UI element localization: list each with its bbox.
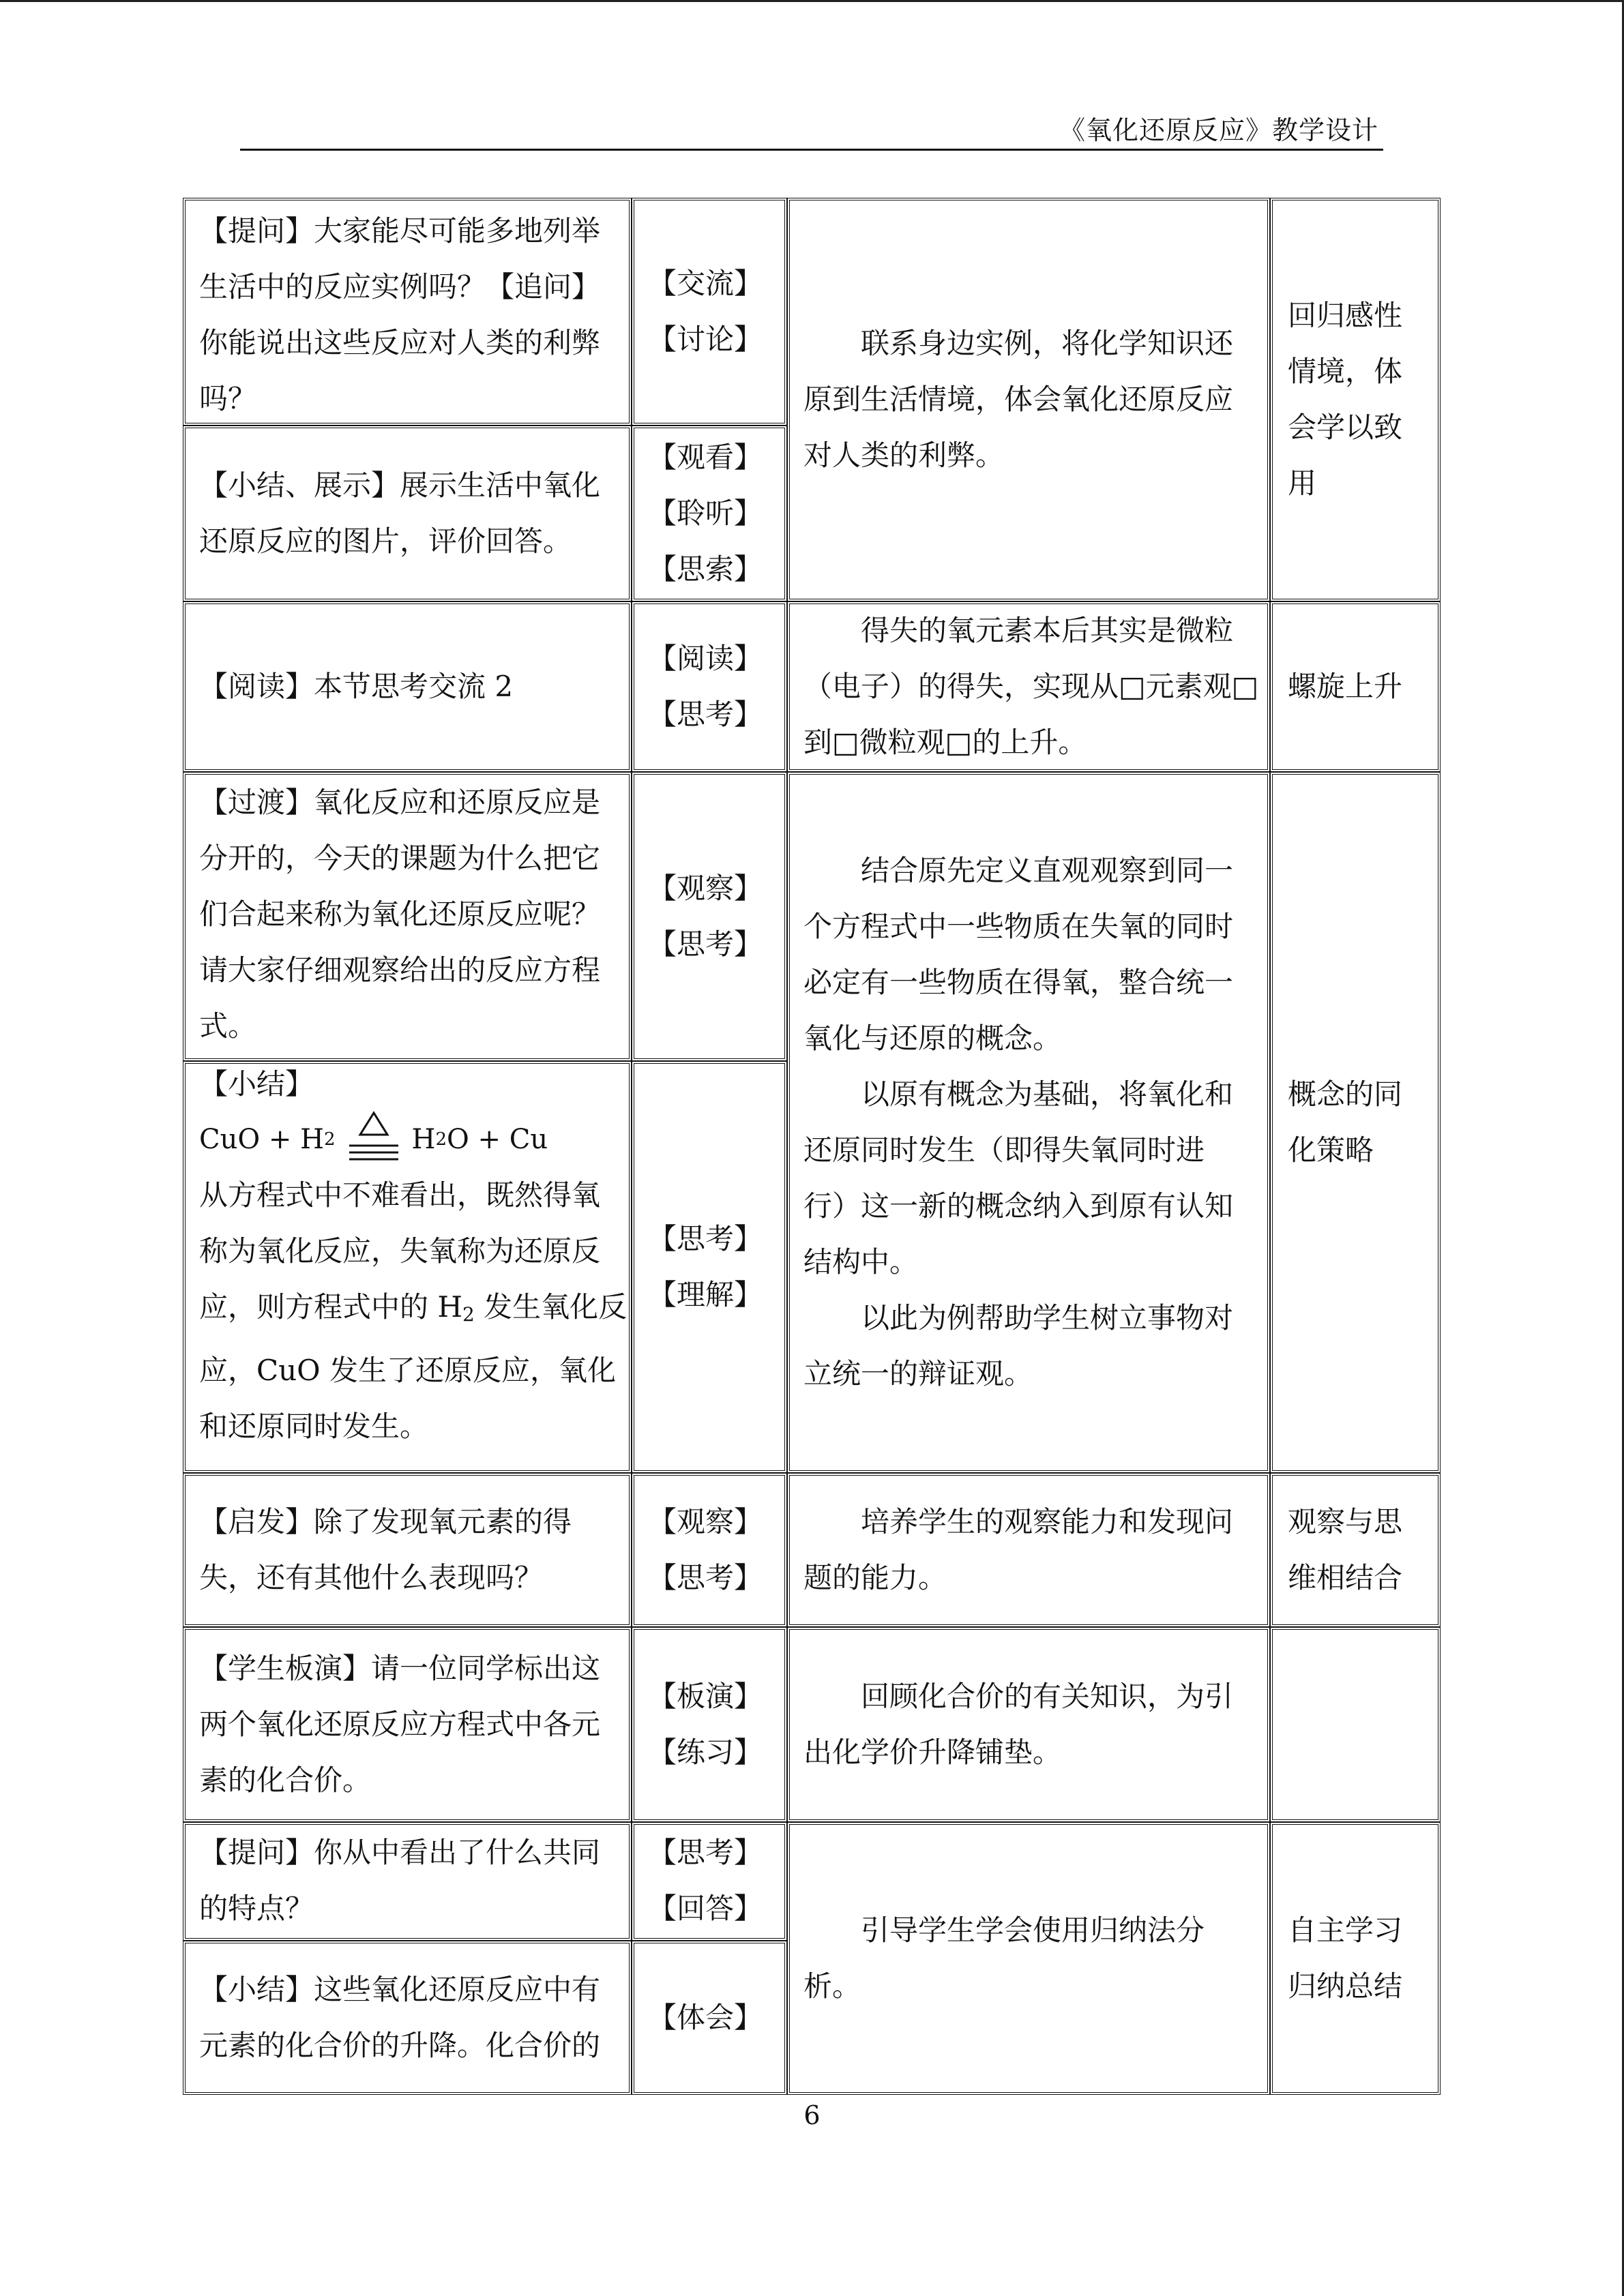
- student-cell-observe-think: 【观察】 【思考】: [632, 772, 787, 1061]
- student-cell-think-understand: 【思考】 【理解】: [632, 1061, 787, 1473]
- teacher-cell-student-board: 【学生板演】请一位同学标出这 两个氧化还原反应方程式中各元 素的化合价。: [183, 1627, 632, 1822]
- teacher-cell-summary-show: 【小结、展示】展示生活中氧化 还原反应的图片，评价回答。: [183, 426, 632, 601]
- design-cell-concept-integration: 结合原先定义直观观察到同一 个方程式中一些物质在失氧的同时 必定有一些物质在得氧，整合统一 氧化与还原的概念。 以原有概念为基础，将氧化和 还原同时发生（即得失氧同时进 行）这一新的概念纳入到原有认知 结构中。 以此为例帮助学生树立事物对 立统一的辩证观。: [787, 772, 1270, 1473]
- teacher-cell-reading: 【阅读】本节思考交流 2: [183, 601, 632, 772]
- student-cell-experience: 【体会】: [632, 1941, 787, 2095]
- teacher-cell-summary-valence: 【小结】这些氧化还原反应中有 元素的化合价的升降。化合价的: [183, 1941, 632, 2095]
- intent-cell-observe-think: 观察与思 维相结合: [1270, 1473, 1441, 1627]
- intent-cell-spiral: 螺旋上升: [1270, 601, 1441, 772]
- intent-cell-empty: [1270, 1627, 1441, 1822]
- page-number: 6: [803, 2100, 821, 2130]
- student-cell-discuss: 【交流】 【讨论】: [632, 198, 787, 426]
- header-rule: [240, 149, 1383, 151]
- design-cell-observation-ability: 培养学生的观察能力和发现问 题的能力。: [787, 1473, 1270, 1627]
- design-cell-valence-review: 回顾化合价的有关知识，为引 出化学价升降铺垫。: [787, 1627, 1270, 1822]
- teacher-cell-inspire: 【启发】除了发现氧元素的得 失，还有其他什么表现吗？: [183, 1473, 632, 1627]
- design-cell-micro-view: 得失的氧元素本后其实是微粒 （电子）的得失，实现从□元素观□ 到□微粒观□的上升。: [787, 601, 1270, 772]
- intent-cell-return-context: 回归感性 情境，体 会学以致 用: [1270, 198, 1441, 601]
- teacher-cell-ask-examples: 【提问】大家能尽可能多地列举 生活中的反应实例吗？【追问】 你能说出这些反应对人类的利弊 吗？: [183, 198, 632, 426]
- student-cell-observe-think-2: 【观察】 【思考】: [632, 1473, 787, 1627]
- student-cell-board-practice: 【板演】 【练习】: [632, 1627, 787, 1822]
- teacher-cell-ask-common: 【提问】你从中看出了什么共同 的特点？: [183, 1822, 632, 1941]
- teacher-cell-transition: 【过渡】氧化反应和还原反应是 分开的，今天的课题为什么把它 们合起来称为氧化还原反应呢？ 请大家仔细观察给出的反应方程 式。: [183, 772, 632, 1061]
- student-cell-read-think: 【阅读】 【思考】: [632, 601, 787, 772]
- teacher-cell-summary-equation: 【小结】 CuO + H 2 H 2 O + Cu 从方程式中不难看出，既然得氧 称为氧化反应，失氧称为还原反 应，则方程式中的 H2 发生氧化反 应，CuO 发生了还原反应，氧化 和还原同时发生。: [183, 1061, 632, 1473]
- student-cell-think-answer: 【思考】 【回答】: [632, 1822, 787, 1941]
- intent-cell-assimilation: 概念的同 化策略: [1270, 772, 1441, 1473]
- intent-cell-self-study: 自主学习 归纳总结: [1270, 1822, 1441, 2095]
- header-title: 《氧化还原反应》教学设计: [1059, 115, 1378, 145]
- chemical-equation: CuO + H 2 H 2 O + Cu: [199, 1105, 617, 1167]
- design-cell-real-life: 联系身边实例，将化学知识还 原到生活情境，体会氧化还原反应 对人类的利弊。: [787, 198, 1270, 601]
- heat-arrow-icon: [346, 1107, 401, 1167]
- design-cell-induction: 引导学生学会使用归纳法分 析。: [787, 1822, 1270, 2095]
- student-cell-watch-listen: 【观看】 【聆听】 【思索】: [632, 426, 787, 601]
